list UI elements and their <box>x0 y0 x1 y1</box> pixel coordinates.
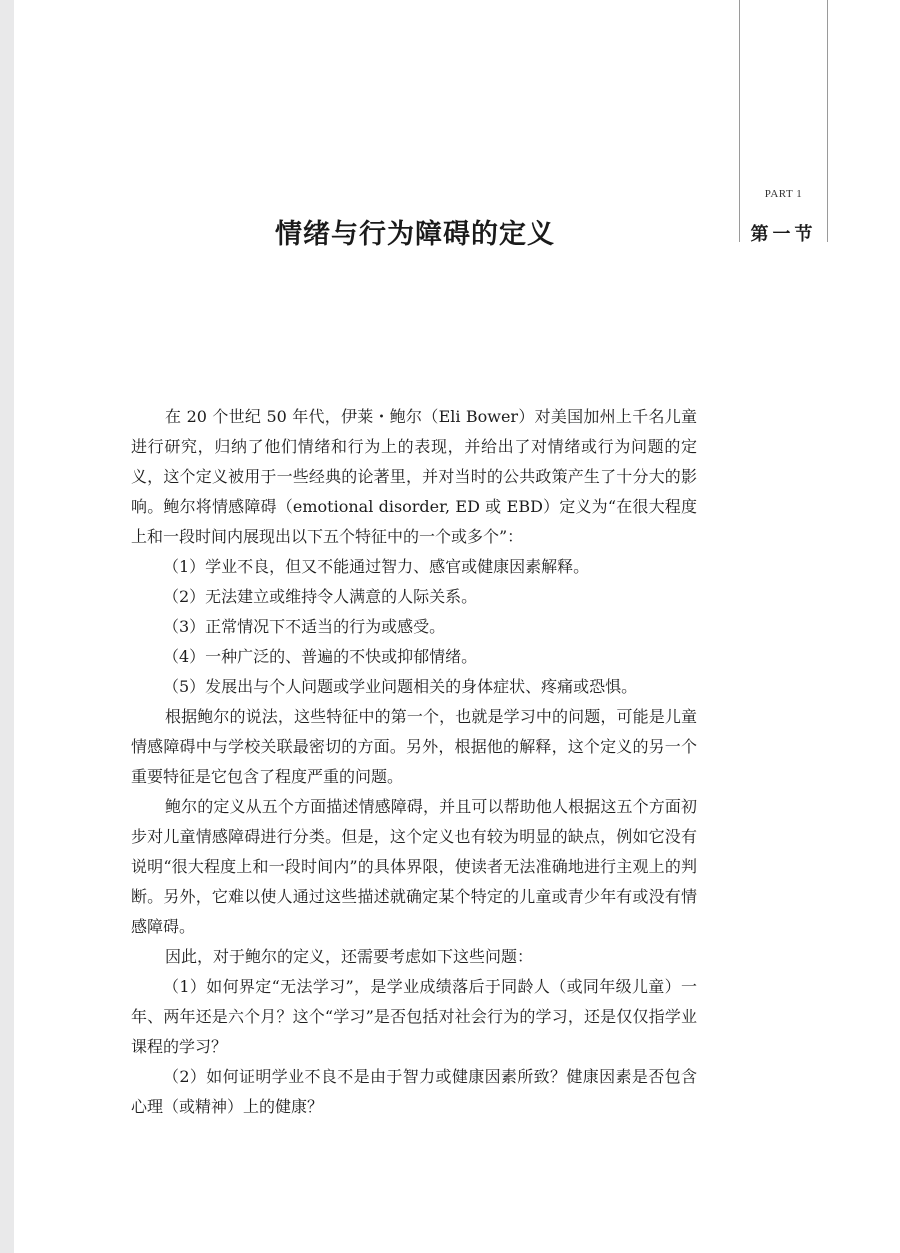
paragraph-intro: 在 20 个世纪 50 年代，伊莱・鲍尔（Eli Bower）对美国加州上千名儿童进行研究，归纳了他们情绪和行为上的表现，并给出了对情绪或行为问题的定义，这个定义被用于一些经典的论著里，并对当时的公共政策产生了十分大的影响。鲍尔将情感障碍（emotional disorder, ED 或 EBD）定义为“在很大程度上和一段时间内展现出以下五个特征中的一个或多个”： <box>131 407 697 546</box>
list-item: （2）无法建立或维持令人满意的人际关系。 <box>163 587 478 606</box>
body-text <box>131 402 697 1122</box>
list-item: （1）学业不良，但又不能通过智力、感官或健康因素解释。 <box>163 557 590 576</box>
list-item: （1）如何界定“无法学习”，是学业成绩落后于同龄人（或同年级儿童）一年、两年还是六个月？这个“学习”是否包括对社会行为的学习，还是仅仅指学业课程的学习？ <box>131 977 697 1056</box>
part-label: PART 1 <box>764 188 803 200</box>
chapter-tab-right-rule <box>827 0 828 242</box>
list-item: （3）正常情况下不适当的行为或感受。 <box>163 617 446 636</box>
list-item: （5）发展出与个人问题或学业问题相关的身体症状、疼痛或恐惧。 <box>163 677 638 696</box>
paragraph: 鲍尔的定义从五个方面描述情感障碍，并且可以帮助他人根据这五个方面初步对儿童情感障碍进行分类。但是，这个定义也有较为明显的缺点，例如它没有说明“很大程度上和一段时间内”的具体界限，使读者无法准确地进行主观上的判断。另外，它难以使人通过这些描述就确定某个特定的儿童或青少年有或没有情感障碍。 <box>131 797 697 936</box>
page-title: 情绪与行为障碍的定义 <box>275 219 555 250</box>
list-item: （2）如何证明学业不良不是由于智力或健康因素所致？健康因素是否包含心理（或精神）上的健康？ <box>131 1067 697 1116</box>
list-item: （4）一种广泛的、普遍的不快或抑郁情绪。 <box>163 647 478 666</box>
paragraph: 根据鲍尔的说法，这些特征中的第一个，也就是学习中的问题，可能是儿童情感障碍中与学校关联最密切的方面。另外，根据他的解释，这个定义的另一个重要特征是它包含了程度严重的问题。 <box>131 707 697 786</box>
paragraph: 因此，对于鲍尔的定义，还需要考虑如下这些问题： <box>165 947 534 966</box>
chapter-tab-left-rule <box>739 0 740 242</box>
section-label: 第一节 <box>750 224 817 245</box>
